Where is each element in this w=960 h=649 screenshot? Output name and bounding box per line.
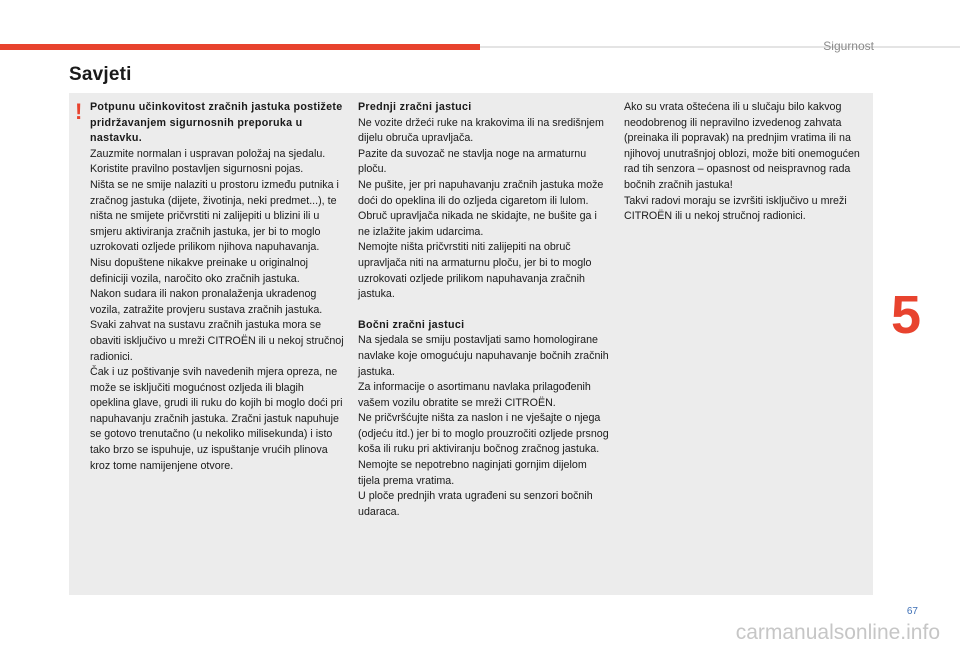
front-airbags-line: Obruč upravljača nikada ne skidajte, ne bušite ga i ne izlažite jakim udarcima.	[358, 210, 597, 238]
column1-line: Nakon sudara ili nakon pronalaženja ukradenog vozila, zatražite provjeru sustava zračnih jastuka.	[90, 288, 323, 316]
header-rule	[480, 46, 960, 48]
column1-line: Ništa se ne smije nalaziti u prostoru između putnika i zračnog jastuka (dijete, životinja, neki predmet...), te ništa ne smijete pričvrstiti ni zalijepiti u blizini ili u smjeru aktiviranja zračnih jastuka, jer bi to moglo uzrokovati ozljede prilikom njihova napuhavanja.	[90, 178, 339, 254]
side-airbags-heading: Bočni zračni jastuci	[358, 318, 465, 331]
side-airbags-line: Ne pričvršćujte ništa za naslon i ne vješajte o njega (odjeću itd.) jer bi to moglo prouzročiti ozljede prsnog koša ili ruku pri aktiviranju bočnog zračnog jastuka.	[358, 412, 609, 456]
column1-line: Koristite pravilno postavljen sigurnosni pojas.	[90, 163, 304, 176]
front-airbags-line: Ne pušite, jer pri napuhavanju zračnih jastuka može doći do opeklina ili do ozljeda cigaretom ili lulom.	[358, 178, 604, 207]
door-sensors-line: Takvi radovi moraju se izvršiti isključivo u mreži CITROËN ili u nekoj stručnoj radionici.	[624, 194, 847, 223]
page-title: Savjeti	[69, 64, 132, 85]
side-airbags-line: U ploče prednjih vrata ugrađeni su senzori bočnih udaraca.	[358, 490, 593, 518]
side-airbags-line: Na sjedala se smiju postavljati samo homologirane navlake koje omogućuju napuhavanje bočnih zračnih jastuka.	[358, 334, 609, 378]
page-number: 67	[906, 606, 918, 617]
column-door-sensors	[624, 100, 872, 225]
column1-line: Nisu dopuštene nikakve preinake u originalnoj definiciji vozila, naročito oko zračnih jastuka.	[90, 256, 309, 285]
exclamation-icon: !	[75, 99, 83, 124]
column1-line: Svaki zahvat na sustavu zračnih jastuka mora se obaviti isključivo u mreži CITROËN ili u nekoj stručnoj radionici.	[90, 319, 344, 363]
front-airbags-line: Nemojte ništa pričvrstiti niti zalijepiti na obruč upravljača niti na armaturnu ploču, jer bi to moglo uzrokovati ozljede prilikom napuhavanja zračnih jastuka.	[358, 241, 592, 301]
column-front-side-airbags	[358, 100, 610, 520]
door-sensors-paragraph: Ako su vrata oštećena ili u slučaju bilo kakvog neodobrenog ili nepravilno izvedenog zahvata (preinaka ili popravak) na prednjim vratima ili na njihovoj unutrašnjoj oblozi, može biti onemogućen rad tih senzora – opasnost od neispravnog rada bočnih zračnih jastuka!	[624, 101, 860, 191]
chapter-name: Sigurnost	[823, 39, 874, 53]
chapter-number: 5	[891, 285, 922, 345]
column1-line: Zauzmite normalan i uspravan položaj na sjedalu.	[90, 147, 326, 160]
side-airbags-line: Za informacije o asortimanu navlaka prilagođenih vašem vozilu obratite se mreži CITROËN.	[358, 381, 591, 409]
column1-line: Čak i uz poštivanje svih navedenih mjera opreza, ne može se isključiti mogućnost ozljeda ili blagih opeklina glave, grudi ili ruku do kojih bi moglo doći pri napuhavanju zračnih jastuka. Zračni jastuk napuhuje se gotovo trenutačno (u nekoliko milisekunda) i isto tako brzo se ispuhuje, uz ispuštanje vrućih plinova kroz tome namijenjene otvore.	[90, 366, 343, 472]
front-airbags-line: Ne vozite držeći ruke na krakovima ili na središnjem dijelu obruča upravljača.	[358, 116, 604, 145]
watermark: carmanualsonline.info	[735, 621, 940, 644]
column1-heading: Potpunu učinkovitost zračnih jastuka postižete pridržavanjem sigurnosnih preporuka u nastavku.	[90, 101, 343, 145]
header-accent-bar	[0, 44, 480, 50]
side-airbags-line: Nemojte se nepotrebno naginjati gornjim dijelom tijela prema vratima.	[358, 459, 587, 487]
column-airbag-general	[90, 100, 346, 474]
front-airbags-heading: Prednji zračni jastuci	[358, 101, 472, 113]
section-spacer	[358, 303, 610, 318]
front-airbags-line: Pazite da suvozač ne stavlja noge na armaturnu ploču.	[358, 147, 587, 176]
